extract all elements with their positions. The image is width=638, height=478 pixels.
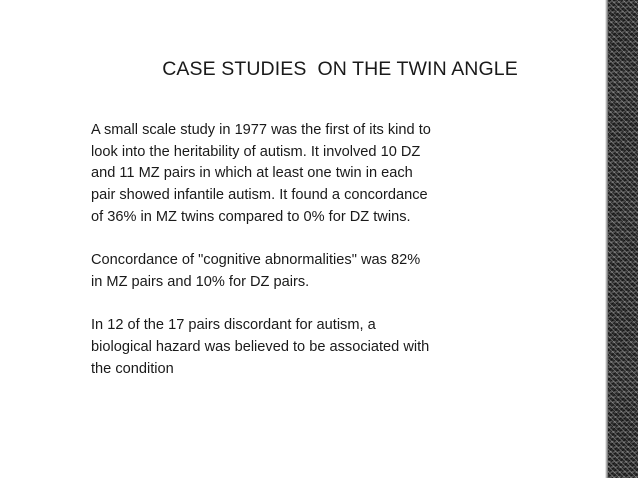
paragraph-study-1977 bbox=[91, 120, 491, 229]
text-line: pair showed infantile autism. It found a concordance bbox=[91, 187, 428, 204]
text-line: biological hazard was believed to be associated with bbox=[91, 339, 430, 355]
text-line: in MZ pairs and 10% for DZ pairs. bbox=[91, 273, 310, 290]
text-line: A small scale study in 1977 was the first of its kind to bbox=[91, 122, 431, 138]
text-line: Concordance of "cognitive abnormalities" was 82% bbox=[91, 252, 421, 269]
text-line: the condition bbox=[91, 360, 174, 377]
text-line: In 12 of the 17 pairs discordant for autism, a bbox=[91, 317, 376, 334]
slide-title: CASE STUDIES ON THE TWIN ANGLE bbox=[162, 58, 518, 80]
paragraph-cognitive-concordance bbox=[91, 250, 491, 293]
text-line: and 11 MZ pairs in which at least one twin in each bbox=[91, 165, 413, 182]
decorative-texture-strip bbox=[608, 0, 638, 478]
slide-body bbox=[91, 120, 491, 402]
paragraph-discordant-pairs bbox=[91, 315, 491, 380]
text-line: of 36% in MZ twins compared to 0% for DZ twins. bbox=[91, 208, 411, 225]
text-line: look into the heritability of autism. It involved 10 DZ bbox=[91, 143, 421, 160]
